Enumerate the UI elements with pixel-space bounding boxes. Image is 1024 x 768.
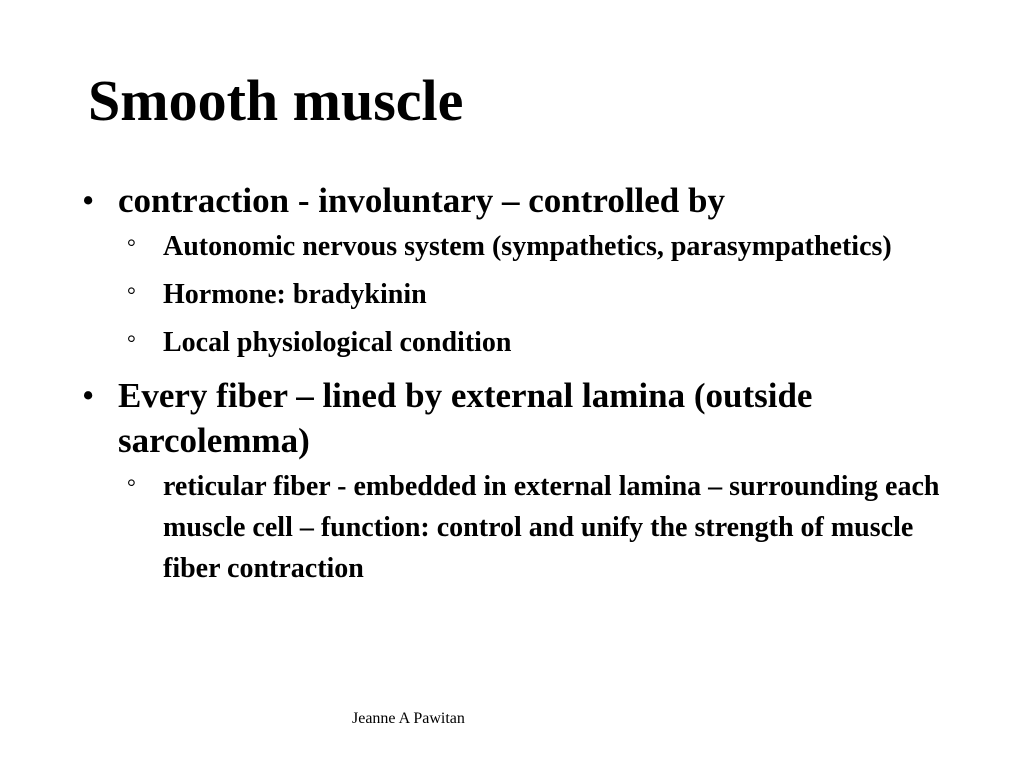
sub-bullet-text: reticular fiber - embedded in external lamina – surrounding each muscle cell – function: control and unify the strength of muscle fiber contraction — [163, 471, 940, 584]
sub-bullet-item — [80, 466, 960, 589]
bullet-icon: • — [82, 376, 95, 415]
bullet-text: Every fiber – lined by external lamina (outside sarcolemma) — [118, 376, 813, 460]
sub-bullet-text: Local physiological condition — [163, 327, 512, 358]
sub-bullet-item — [80, 322, 960, 363]
slide-footer-author: Jeanne A Pawitan — [352, 710, 465, 727]
degree-bullet-icon: ° — [127, 234, 136, 259]
degree-bullet-icon: ° — [127, 474, 136, 499]
degree-bullet-icon: ° — [127, 330, 136, 355]
slide-title: Smooth muscle — [88, 68, 464, 133]
slide-body — [80, 178, 960, 596]
bullet-text: contraction - involuntary – controlled by — [118, 181, 725, 220]
sub-bullet-text: Autonomic nervous system (sympathetics, parasympathetics) — [163, 231, 892, 262]
sub-bullet-item — [80, 274, 960, 315]
bullet-item — [80, 178, 960, 223]
bullet-item — [80, 373, 960, 463]
bullet-icon: • — [82, 181, 95, 220]
sub-bullet-text: Hormone: bradykinin — [163, 279, 427, 310]
sub-bullet-list — [80, 466, 960, 589]
sub-bullet-item — [80, 226, 960, 267]
degree-bullet-icon: ° — [127, 282, 136, 307]
sub-bullet-list — [80, 226, 960, 363]
